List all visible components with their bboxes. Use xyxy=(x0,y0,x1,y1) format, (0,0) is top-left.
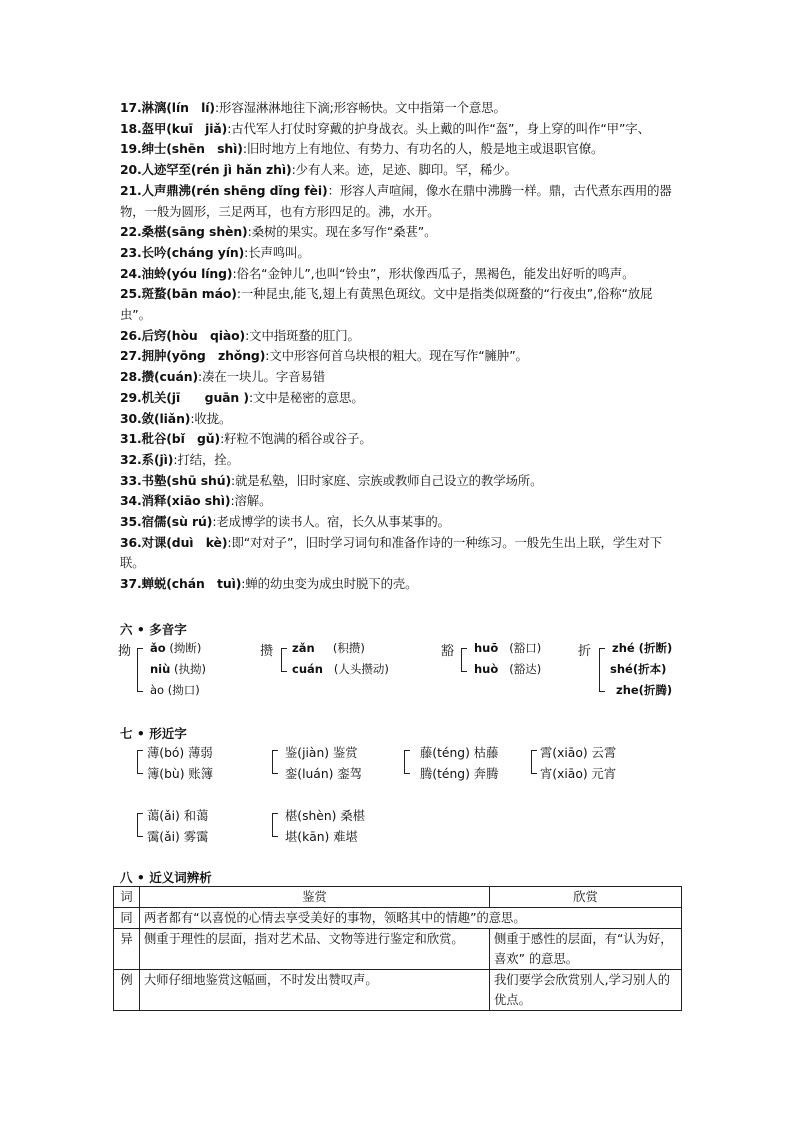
vocab-item: 27.拥肿(yōng zhǒng):文中形容何首乌块根的粗大。现在写作“臃肿”。 xyxy=(120,348,528,364)
vocab-item: 29.机关(jī guān ):文中是秘密的意思。 xyxy=(120,389,364,405)
similar-char: 蔼(ǎi) 和蔼 xyxy=(147,809,209,823)
row-label: 同 xyxy=(114,908,140,929)
poly-char-zhe: 折 xyxy=(578,644,592,659)
vocab-item: 22.桑椹(sāng shèn):桑树的果实。现在多写作“桑葚”。 xyxy=(120,224,437,240)
similar-char: 堪(kān) 难堪 xyxy=(285,830,358,844)
table-row xyxy=(114,970,682,1011)
row-label: 异 xyxy=(114,929,140,970)
vocab-item: 30.敛(liǎn):收拢。 xyxy=(120,410,232,426)
vocab-item: 28.攒(cuán):凑在一块儿。字音易错 xyxy=(120,369,326,385)
poly-reading: huō (豁口) xyxy=(474,641,542,655)
table-row xyxy=(114,908,682,929)
poly-reading: ǎo (拗断) xyxy=(150,641,202,655)
similar-char: 霭(ǎi) 雾霭 xyxy=(147,830,209,844)
poly-reading: shé(折本) xyxy=(610,662,667,676)
vocab-item: 24.油蛉(yóu líng):俗名“金钟儿”,也叫“铃虫”，形状像西瓜子，黑褐色，能发出好听的鸣声。 xyxy=(120,265,635,281)
vocab-item: 25.斑蝥(bān máo):一种昆虫,能飞,翅上有黄黑色斑纹。文中是指类似斑蝥的“行夜虫”,俗称“放屁虫”。 xyxy=(120,286,653,323)
vocab-item: 33.书塾(shū shú):就是私塾，旧时家庭、宗族或教师自己设立的教学场所。 xyxy=(120,472,543,488)
table-cell: 侧重于理性的层面，指对艺术品、文物等进行鉴定和欣赏。 xyxy=(140,929,490,970)
poly-reading: zǎn (积攒) xyxy=(292,641,365,655)
poly-reading: huò (豁达) xyxy=(474,662,542,676)
vocab-list xyxy=(120,98,680,595)
vocab-item: 26.后窍(hòu qiào):文中指斑蝥的肛门。 xyxy=(120,327,360,343)
similar-char: 鉴(jiàn) 鉴赏 xyxy=(285,746,358,760)
vocab-item: 31.秕谷(bǐ gǔ):籽粒不饱满的稻谷或谷子。 xyxy=(120,431,372,447)
bracket-icon xyxy=(272,813,278,837)
section-title-polyphones: 六 • 多音字 xyxy=(120,622,187,637)
table-cell: 我们要学会欣赏别人,学习别人的优点。 xyxy=(490,970,682,1011)
bracket-icon xyxy=(137,648,143,692)
similar-char: 霄(xiāo) 云霄 xyxy=(540,746,617,760)
bracket-icon xyxy=(281,648,287,672)
poly-reading: zhe(折腾) xyxy=(616,683,673,697)
vocab-item: 21.人声鼎沸(rén shēng dǐng fèi)：形容人声喧闹，像水在鼎中沸腾一样。鼎，古代煮东西用的器物，一般为圆形，三足两耳，也有方形四足的。沸，水开。 xyxy=(120,182,672,219)
vocab-item: 18.盔甲(kuī jiǎ):古代军人打仗时穿戴的护身战衣。头上戴的叫作“盔”，身上穿的叫作“甲”字、 xyxy=(120,120,650,136)
similar-char: 宵(xiāo) 元宵 xyxy=(540,767,617,781)
bracket-icon xyxy=(137,813,143,837)
table-row xyxy=(114,929,682,970)
similar-char: 藤(téng) 枯藤 xyxy=(420,746,499,760)
section-title-similar: 七 • 形近字 xyxy=(120,726,187,741)
vocab-item: 37.蝉蜕(chán tuì):蝉的幼虫变为成虫时脱下的壳。 xyxy=(120,576,418,592)
poly-reading: ào (拗口) xyxy=(150,683,200,697)
similar-char: 銮(luán) 銮驾 xyxy=(285,767,362,781)
bracket-icon xyxy=(272,750,278,774)
vocab-item: 19.绅士(shēn shì):旧时地方上有地位、有势力、有功名的人，般是地主或退职官僚。 xyxy=(120,141,604,157)
table-header-cell: 鉴赏 xyxy=(140,887,490,908)
table-row xyxy=(114,887,682,908)
poly-char-zan: 攒 xyxy=(260,644,274,659)
table-cell: 两者都有“以喜悦的心情去享受美好的事物，领略其中的情趣”的意思。 xyxy=(140,908,682,929)
section-title-synonyms: 八 • 近义词辨析 xyxy=(120,870,212,885)
vocab-item: 32.系(jì):打结，拴。 xyxy=(120,451,239,467)
vocab-item: 36.对课(duì kè):即“对对子”，旧时学习词句和准备作诗的一种练习。一般先生出上联，学生对下联。 xyxy=(120,534,663,571)
bracket-icon xyxy=(404,750,410,774)
similar-char: 簿(bù) 账簿 xyxy=(147,767,213,781)
poly-char-ao: 拗 xyxy=(118,644,132,659)
row-label: 例 xyxy=(114,970,140,1011)
bracket-icon xyxy=(531,750,537,774)
synonym-table xyxy=(113,886,682,1011)
poly-reading: cuán (人头攒动) xyxy=(292,662,389,676)
table-header-cell: 欣赏 xyxy=(490,887,682,908)
similar-char: 薄(bó) 薄弱 xyxy=(147,746,213,760)
poly-reading: zhé (折断) xyxy=(612,641,673,655)
vocab-item: 17.淋漓(lín lí):形容湿淋淋地往下滴;形容畅快。文中指第一个意思。 xyxy=(120,100,506,115)
bracket-icon xyxy=(137,750,143,774)
bracket-icon xyxy=(461,648,467,672)
poly-reading: niù (执拗) xyxy=(150,662,206,676)
similar-char: 腾(téng) 奔腾 xyxy=(420,767,499,781)
poly-char-huo: 豁 xyxy=(441,644,455,659)
table-cell: 侧重于感性的层面，有“认为好，喜欢” 的意思。 xyxy=(490,929,682,970)
similar-char: 椹(shèn) 桑椹 xyxy=(285,809,365,823)
bracket-icon xyxy=(599,648,605,692)
table-cell: 大师仔细地鉴赏这幅画，不时发出赞叹声。 xyxy=(140,970,490,1011)
vocab-item: 23.长吟(cháng yín):长声鸣叫。 xyxy=(120,244,310,260)
vocab-item: 20.人迹罕至(rén jì hǎn zhì):少有人来。迹，足迹、脚印。罕，稀少。 xyxy=(120,162,517,178)
vocab-item: 34.消释(xiāo shì):溶解。 xyxy=(120,493,272,509)
table-header-cell: 词 xyxy=(114,887,140,908)
vocab-item: 35.宿儒(sù rú):老成博学的读书人。宿，长久从事某事的。 xyxy=(120,514,450,530)
